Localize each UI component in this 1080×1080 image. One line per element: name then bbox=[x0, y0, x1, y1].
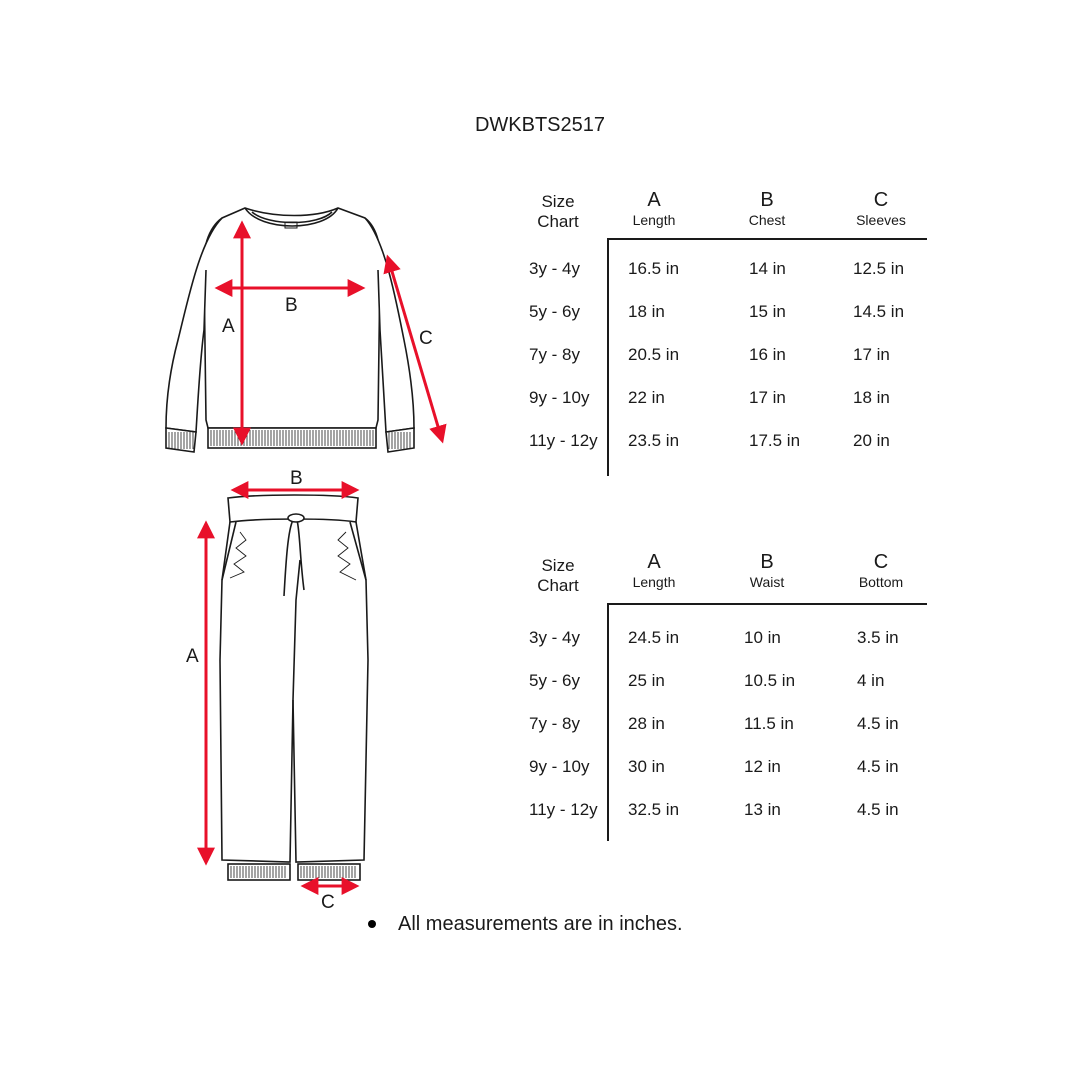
value-cell-a: 28 in bbox=[628, 714, 665, 733]
value-cell-b: 15 in bbox=[749, 302, 786, 321]
measurement-note: All measurements are in inches. bbox=[398, 913, 683, 935]
bottom-col-a-header bbox=[614, 552, 694, 592]
size-cell: 9y - 10y bbox=[529, 757, 590, 776]
top-col-b-header bbox=[727, 190, 807, 230]
value-cell-a: 25 in bbox=[628, 671, 665, 690]
col-letter: C bbox=[873, 551, 889, 573]
top-col-c-header bbox=[841, 190, 921, 230]
value-cell-a: 30 in bbox=[628, 757, 665, 776]
page-title: DWKBTS2517 bbox=[474, 114, 606, 136]
value-cell-a: 32.5 in bbox=[628, 800, 680, 819]
col-name: Waist bbox=[749, 574, 785, 590]
size-cell: 9y - 10y bbox=[529, 388, 590, 407]
bottom-table-header-rule bbox=[607, 603, 927, 605]
pants-label-b: B bbox=[290, 468, 303, 489]
col-name: Length bbox=[632, 212, 676, 228]
size-header-line1: Size bbox=[541, 556, 575, 575]
top-col-a-header bbox=[614, 190, 694, 230]
bottom-size-header bbox=[522, 556, 594, 596]
value-cell-b: 16 in bbox=[749, 345, 786, 364]
col-letter: B bbox=[760, 551, 774, 573]
shirt-label-b: B bbox=[285, 295, 298, 316]
value-cell-b: 12 in bbox=[744, 757, 781, 776]
size-cell: 5y - 6y bbox=[529, 302, 581, 321]
value-cell-b: 10.5 in bbox=[744, 671, 796, 690]
col-letter: A bbox=[647, 189, 661, 211]
value-cell-b: 17.5 in bbox=[749, 431, 801, 450]
value-cell-b: 10 in bbox=[744, 628, 781, 647]
shirt-label-a: A bbox=[222, 316, 235, 337]
size-cell: 3y - 4y bbox=[529, 259, 581, 278]
value-cell-b: 14 in bbox=[749, 259, 786, 278]
size-cell: 7y - 8y bbox=[529, 345, 581, 364]
pants-pocket-stitching bbox=[230, 532, 356, 580]
col-letter: A bbox=[647, 551, 661, 573]
size-header-line1: Size bbox=[541, 192, 575, 211]
size-cell: 11y - 12y bbox=[529, 800, 598, 819]
col-letter: C bbox=[873, 189, 889, 211]
col-letter: B bbox=[760, 189, 774, 211]
bottom-col-b-header bbox=[727, 552, 807, 592]
value-cell-c: 18 in bbox=[853, 388, 890, 407]
size-cell: 5y - 6y bbox=[529, 671, 581, 690]
sweatshirt-drawing bbox=[166, 208, 414, 452]
value-cell-c: 4.5 in bbox=[857, 757, 899, 776]
size-header-line2: Chart bbox=[537, 212, 579, 231]
col-name: Bottom bbox=[858, 574, 904, 590]
note-bullet bbox=[368, 920, 376, 928]
value-cell-c: 4 in bbox=[857, 671, 885, 690]
value-cell-b: 17 in bbox=[749, 388, 786, 407]
pants-label-c: C bbox=[321, 892, 335, 913]
size-cell: 7y - 8y bbox=[529, 714, 581, 733]
shirt-label-c: C bbox=[419, 328, 433, 349]
top-table-column-rule bbox=[607, 238, 609, 476]
value-cell-b: 13 in bbox=[744, 800, 781, 819]
size-cell: 3y - 4y bbox=[529, 628, 581, 647]
value-cell-c: 3.5 in bbox=[857, 628, 899, 647]
pants-label-a: A bbox=[186, 646, 199, 667]
value-cell-a: 24.5 in bbox=[628, 628, 680, 647]
col-name: Length bbox=[632, 574, 676, 590]
value-cell-c: 20 in bbox=[853, 431, 890, 450]
value-cell-c: 14.5 in bbox=[853, 302, 905, 321]
bottom-table-column-rule bbox=[607, 603, 609, 841]
size-cell: 11y - 12y bbox=[529, 431, 598, 450]
col-name: Chest bbox=[748, 212, 786, 228]
value-cell-c: 12.5 in bbox=[853, 259, 905, 278]
size-header-line2: Chart bbox=[537, 576, 579, 595]
value-cell-c: 4.5 in bbox=[857, 714, 899, 733]
value-cell-a: 22 in bbox=[628, 388, 665, 407]
value-cell-c: 4.5 in bbox=[857, 800, 899, 819]
value-cell-a: 20.5 in bbox=[628, 345, 680, 364]
col-name: Sleeves bbox=[856, 212, 906, 228]
value-cell-b: 11.5 in bbox=[744, 714, 794, 733]
bottom-col-c-header bbox=[841, 552, 921, 592]
value-cell-a: 16.5 in bbox=[628, 259, 680, 278]
value-cell-c: 17 in bbox=[853, 345, 890, 364]
top-size-header bbox=[522, 192, 594, 232]
value-cell-a: 23.5 in bbox=[628, 431, 680, 450]
top-table-header-rule bbox=[607, 238, 927, 240]
value-cell-a: 18 in bbox=[628, 302, 665, 321]
